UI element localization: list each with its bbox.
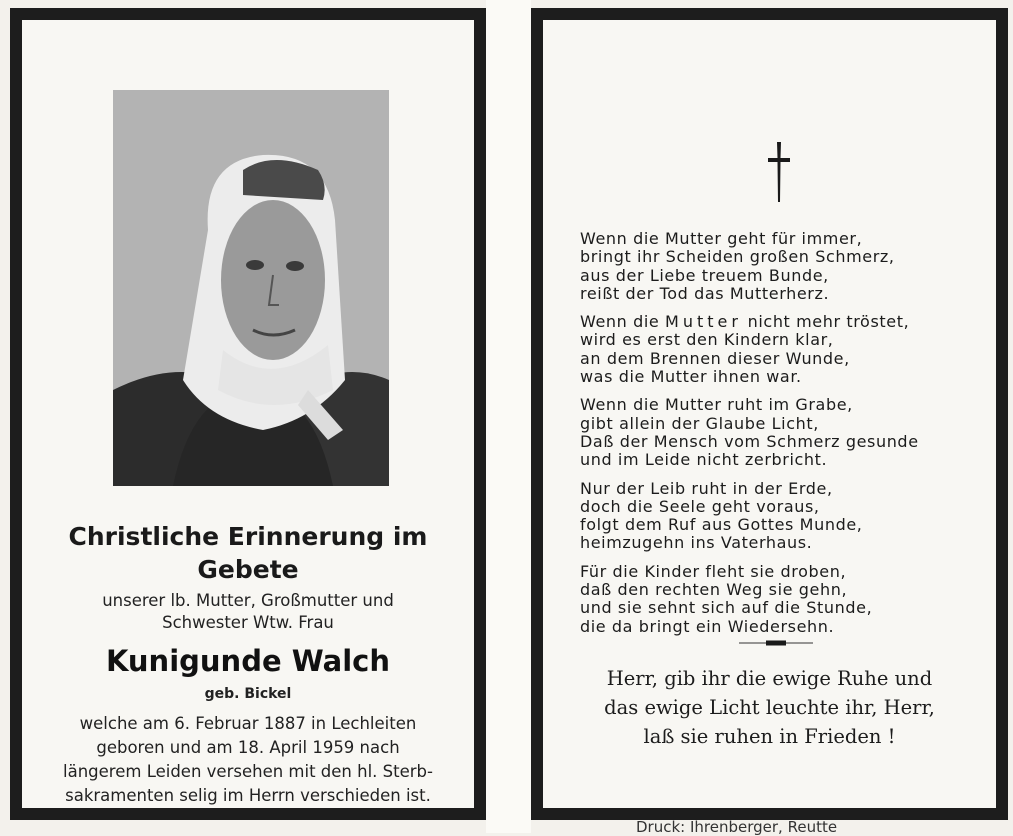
biography	[22, 712, 474, 808]
poem-line: die da bringt ein Wiedersehn.	[580, 616, 835, 636]
bio-line: sakramenten selig im Herrn verschieden ist.	[65, 786, 431, 805]
poem-line: Nur der Leib ruht in der Erde,	[580, 478, 833, 498]
poem-line-emphasis: Mutter	[665, 312, 742, 332]
memorial-card-back	[531, 8, 1008, 820]
poem	[580, 230, 980, 646]
poem-line: und sie sehnt sich auf die Stunde,	[580, 598, 873, 618]
printer-credit: Druck: Ihrenberger, Reutte	[636, 818, 838, 836]
poem-line: doch die Seele geht voraus,	[580, 496, 820, 516]
card-gap	[486, 0, 531, 833]
title-line: Gebete	[197, 555, 299, 584]
card-subtitle	[22, 590, 474, 634]
poem-line: was die Mutter ihnen war.	[580, 367, 802, 387]
poem-stanza	[580, 396, 980, 469]
subtitle-line: Schwester Wtw. Frau	[162, 613, 334, 632]
poem-line: heimzugehn ins Vaterhaus.	[580, 533, 813, 553]
poem-line: wird es erst den Kindern klar,	[580, 330, 834, 350]
deceased-name: Kunigunde Walch	[105, 644, 391, 678]
poem-line: an dem Brennen dieser Wunde,	[580, 348, 850, 368]
bio-line: welche am 6. Februar 1887 in Lechleiten	[79, 714, 417, 733]
memorial-card-front	[10, 8, 486, 820]
portrait-photo	[113, 90, 389, 486]
cross-icon	[768, 142, 790, 202]
poem-line: folgt dem Ruf aus Gottes Munde,	[580, 515, 863, 535]
maiden-name: geb. Bickel	[204, 686, 292, 702]
poem-line: bringt ihr Scheiden großen Schmerz,	[580, 247, 895, 267]
poem-line: Wenn die Mutter ruht im Grabe,	[580, 395, 853, 415]
poem-line: reißt der Tod das Mutterherz.	[580, 283, 830, 303]
prayer-line: das ewige Licht leuchte ihr, Herr,	[604, 696, 935, 719]
bio-line: geboren und am 18. April 1959 nach	[96, 738, 400, 757]
bio-line: längerem Leiden versehen mit den hl. Sterb-	[63, 762, 433, 781]
title-line: Christliche Erinnerung im	[68, 522, 428, 551]
closing-prayer	[543, 664, 996, 751]
subtitle-line: unserer lb. Mutter, Großmutter und	[102, 591, 394, 610]
poem-line: Wenn die Mutter geht für immer,	[580, 229, 863, 248]
poem-stanza	[580, 230, 980, 303]
poem-stanza	[580, 313, 980, 386]
card-title	[22, 520, 474, 586]
poem-line: und im Leide nicht zerbricht.	[580, 450, 828, 470]
prayer-line: laß sie ruhen in Frieden !	[643, 725, 896, 748]
prayer-line: Herr, gib ihr die ewige Ruhe und	[606, 667, 933, 690]
poem-stanza	[580, 480, 980, 553]
poem-line: Für die Kinder fleht sie droben,	[580, 561, 847, 581]
poem-line: daß den rechten Weg sie gehn,	[580, 580, 848, 600]
poem-stanza	[580, 563, 980, 636]
poem-line: Daß der Mensch vom Schmerz gesunde	[580, 431, 919, 451]
poem-line-suffix: nicht mehr tröstet,	[741, 312, 910, 332]
poem-line	[580, 313, 980, 331]
poem-line-prefix: Wenn die	[580, 312, 666, 332]
poem-line: aus der Liebe treuem Bunde,	[580, 265, 829, 285]
poem-line: gibt allein der Glaube Licht,	[580, 413, 819, 433]
divider-ornament	[739, 640, 813, 646]
